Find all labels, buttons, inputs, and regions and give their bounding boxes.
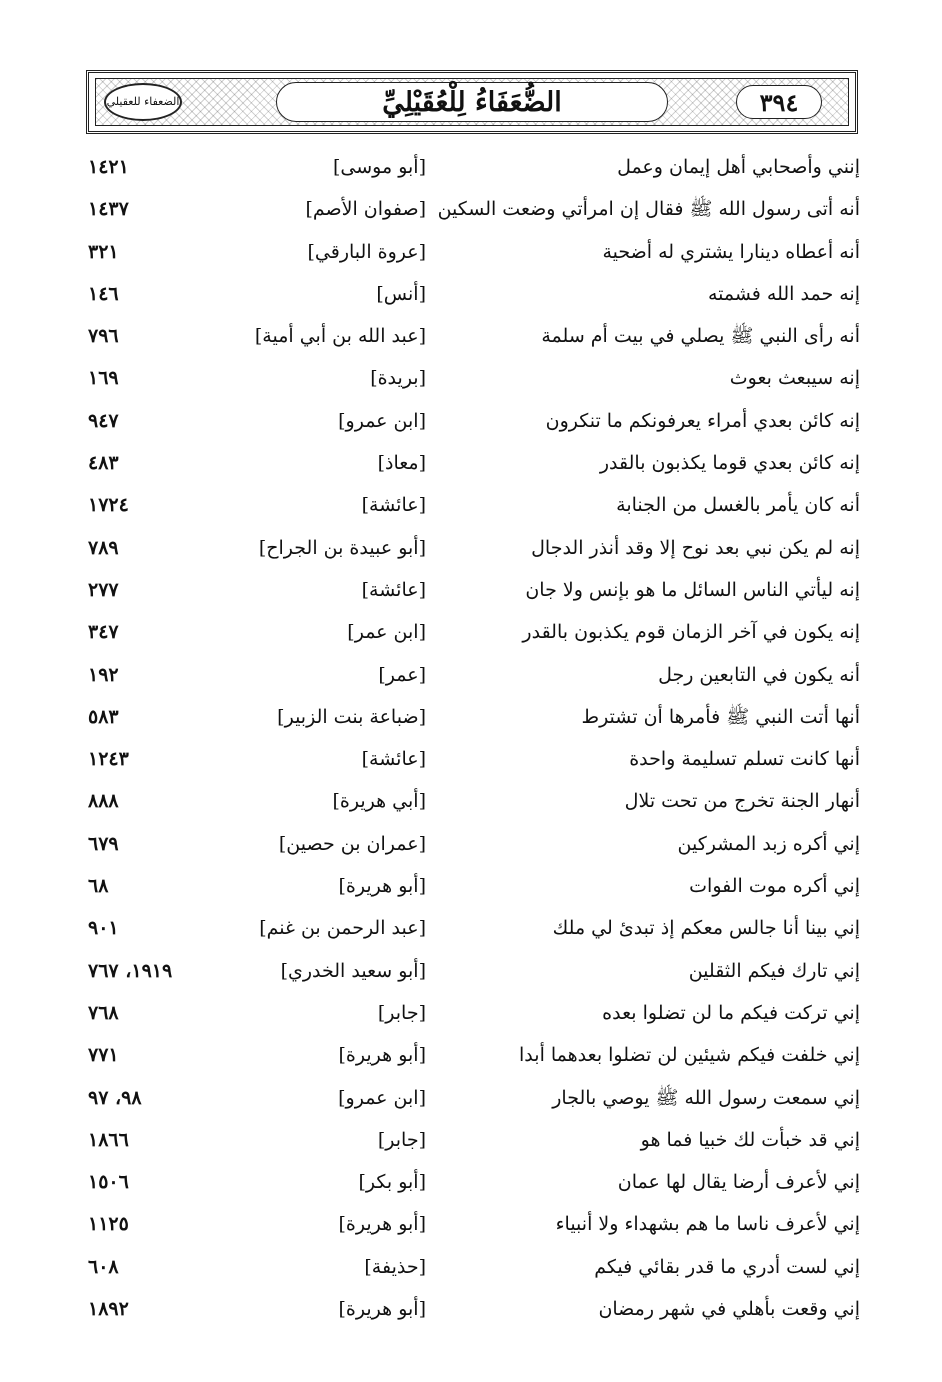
hadith-text: إنني وأصحابي أهل إيمان وعمل xyxy=(617,156,860,178)
narrator-name: [ابن عمر] xyxy=(347,621,426,644)
index-row xyxy=(0,1161,942,1203)
hadith-number: ١١٢٥ xyxy=(88,1213,129,1236)
hadith-text: أنه يكون في التابعين رجل xyxy=(658,663,860,686)
hadith-number: ١٤٣٧ xyxy=(88,198,129,221)
narrator-name: [جابر] xyxy=(377,1128,426,1151)
narrator-name: [معاذ] xyxy=(377,452,426,475)
hadith-number: ٨٨٨ xyxy=(88,790,119,813)
index-row xyxy=(0,273,942,315)
narrator-name: [أبو عبيدة بن الجراح] xyxy=(258,536,426,559)
hadith-text: أنه أعطاه دينارا يشتري له أضحية xyxy=(602,240,860,263)
index-row xyxy=(0,231,942,273)
hadith-number: ٩٠١ xyxy=(88,917,119,940)
hadith-text: إنه يكون في آخر الزمان قوم يكذبون بالقدر xyxy=(522,621,860,644)
narrator-name: [ضباعة بنت الزبير] xyxy=(277,705,426,728)
index-row xyxy=(0,527,942,569)
hadith-number: ٩٨، ٩٧ xyxy=(88,1086,142,1109)
narrator-name: [عمران بن حصين] xyxy=(278,832,426,855)
hadith-text: إنه ليأتي الناس السائل ما هو بإنس ولا جان xyxy=(525,578,860,601)
hadith-text: أنهار الجنة تخرج من تحت تلال xyxy=(624,790,860,813)
hadith-number: ٢٧٧ xyxy=(88,578,119,601)
hadith-number: ١٢٤٣ xyxy=(88,748,129,771)
hadith-number: ١٦٩ xyxy=(88,367,119,390)
index-row xyxy=(0,188,942,230)
hadith-number: ٦٨ xyxy=(88,875,109,898)
hadith-number: ٧٦٨ xyxy=(88,1001,119,1024)
hadith-number: ٧٧١ xyxy=(88,1044,119,1067)
book-emblem-text: الضعفاء للعقيلي xyxy=(106,95,180,109)
hadith-number: ١٩٢ xyxy=(88,663,119,686)
index-row xyxy=(0,654,942,696)
hadith-text: إني أكره موت الفوات xyxy=(689,875,860,898)
narrator-name: [أبو هريرة] xyxy=(338,1213,426,1236)
hadith-number: ١٨٦٦ xyxy=(88,1128,129,1151)
hadith-text: إني قد خبأت لك خبيا فما هو xyxy=(640,1128,860,1151)
hadith-text: إني تارك فيكم الثقلين xyxy=(688,959,860,982)
hadith-number: ١٤٦ xyxy=(88,282,119,305)
index-row xyxy=(0,823,942,865)
narrator-name: [صفوان الأصم] xyxy=(305,198,426,221)
narrator-name: [جابر] xyxy=(377,1001,426,1024)
index-row xyxy=(0,569,942,611)
index-row xyxy=(0,865,942,907)
hadith-text: أنها أتت النبي ﷺ فأمرها أن تشترط xyxy=(581,705,860,728)
hadith-text: إنه كائن بعدي أمراء يعرفونكم ما تنكرون xyxy=(545,409,860,432)
index-row xyxy=(0,442,942,484)
narrator-name: [عائشة] xyxy=(361,748,426,771)
narrator-name: [ابن عمرو] xyxy=(338,1086,426,1109)
narrator-name: [عائشة] xyxy=(361,578,426,601)
hadith-text: أنها كانت تسلم تسليمة واحدة xyxy=(629,748,860,771)
page-header xyxy=(86,70,858,134)
narrator-name: [أبي هريرة] xyxy=(332,790,426,813)
index-row xyxy=(0,992,942,1034)
hadith-number: ٦٠٨ xyxy=(88,1255,119,1278)
hadith-text: إني بينا أنا جالس معكم إذ تبدئ لي ملك xyxy=(552,917,860,940)
hadith-number: ١٩١٩، ٧٦٧ xyxy=(88,959,173,982)
hadith-text: أنه كان يأمر بالغسل من الجنابة xyxy=(616,494,860,517)
hadith-text: إني تركت فيكم ما لن تضلوا بعده xyxy=(602,1001,860,1024)
header-ornament-band xyxy=(95,78,849,126)
hadith-text: إني لأعرف ناسا ما هم بشهداء ولا أنبياء xyxy=(555,1213,860,1236)
hadith-number: ٦٧٩ xyxy=(88,832,119,855)
hadith-text: إنه سيبعث بعوث xyxy=(729,367,860,390)
narrator-name: [أبو هريرة] xyxy=(338,1298,426,1321)
hadith-text: إني لست أدري ما قدر بقائي فيكم xyxy=(594,1255,860,1278)
narrator-name: [عائشة] xyxy=(361,494,426,517)
index-row xyxy=(0,1119,942,1161)
hadith-number: ٧٩٦ xyxy=(88,325,119,348)
book-emblem xyxy=(104,83,182,121)
hadith-text: إنه لم يكن نبي بعد نوح إلا وقد أنذر الدجال xyxy=(531,536,860,559)
index-row xyxy=(0,1288,942,1330)
index-list xyxy=(0,146,942,1330)
narrator-name: [عمر] xyxy=(378,663,426,686)
index-row xyxy=(0,400,942,442)
index-row xyxy=(0,1034,942,1076)
narrator-name: [أبو هريرة] xyxy=(338,1044,426,1067)
hadith-text: أنه أتى رسول الله ﷺ فقال إن امرأتي وضعت السكين xyxy=(437,198,860,221)
narrator-name: [أبو موسى] xyxy=(333,156,426,178)
narrator-name: [عبد الله بن أبي أمية] xyxy=(254,325,426,348)
narrator-name: [عروة البارقي] xyxy=(307,240,426,263)
hadith-text: إنه حمد الله فشمته xyxy=(707,282,860,305)
index-row xyxy=(0,780,942,822)
hadith-number: ٣٤٧ xyxy=(88,621,119,644)
page-number-cartouche xyxy=(736,85,822,119)
hadith-text: إني أكره زبد المشركين xyxy=(677,832,860,855)
hadith-text: إني سمعت رسول الله ﷺ يوصي بالجار xyxy=(552,1086,860,1109)
index-row xyxy=(0,315,942,357)
index-row xyxy=(0,146,942,188)
hadith-number: ٣٢١ xyxy=(88,240,119,263)
hadith-number: ١٨٩٢ xyxy=(88,1298,129,1321)
hadith-number: ٤٨٣ xyxy=(88,452,119,475)
narrator-name: [حذيفة] xyxy=(364,1255,426,1278)
narrator-name: [أبو هريرة] xyxy=(338,875,426,898)
page-number: ٣٩٤ xyxy=(759,87,799,117)
index-row xyxy=(0,611,942,653)
narrator-name: [بريدة] xyxy=(370,367,426,390)
narrator-name: [عبد الرحمن بن غنم] xyxy=(259,917,426,940)
index-row xyxy=(0,357,942,399)
narrator-name: [ابن عمرو] xyxy=(338,409,426,432)
hadith-text: إني خلفت فيكم شيئين لن تضلوا بعدهما أبدا xyxy=(519,1044,860,1067)
running-title: الضُّعَفَاءُ لِلْعُقَيْلِيِّ xyxy=(382,86,562,118)
index-row xyxy=(0,696,942,738)
index-row xyxy=(0,484,942,526)
index-row xyxy=(0,1077,942,1119)
hadith-text: إني لأعرف أرضا يقال لها عمان xyxy=(617,1171,860,1194)
hadith-number: ١٤٢١ xyxy=(88,156,129,178)
title-cartouche xyxy=(276,82,668,122)
index-row xyxy=(0,950,942,992)
hadith-text: إنه كائن بعدي قوما يكذبون بالقدر xyxy=(599,452,860,475)
index-row xyxy=(0,1203,942,1245)
hadith-number: ٩٤٧ xyxy=(88,409,119,432)
index-row xyxy=(0,1246,942,1288)
narrator-name: [أبو بكر] xyxy=(358,1171,426,1194)
narrator-name: [أبو سعيد الخدري] xyxy=(280,959,426,982)
hadith-number: ١٥٠٦ xyxy=(88,1171,129,1194)
hadith-number: ١٧٢٤ xyxy=(88,494,129,517)
hadith-text: إني وقعت بأهلي في شهر رمضان xyxy=(598,1298,860,1321)
narrator-name: [أنس] xyxy=(376,282,426,305)
index-row xyxy=(0,907,942,949)
index-row xyxy=(0,738,942,780)
hadith-number: ٥٨٣ xyxy=(88,705,119,728)
hadith-text: أنه رأى النبي ﷺ يصلي في بيت أم سلمة xyxy=(541,325,860,348)
hadith-number: ٧٨٩ xyxy=(88,536,119,559)
